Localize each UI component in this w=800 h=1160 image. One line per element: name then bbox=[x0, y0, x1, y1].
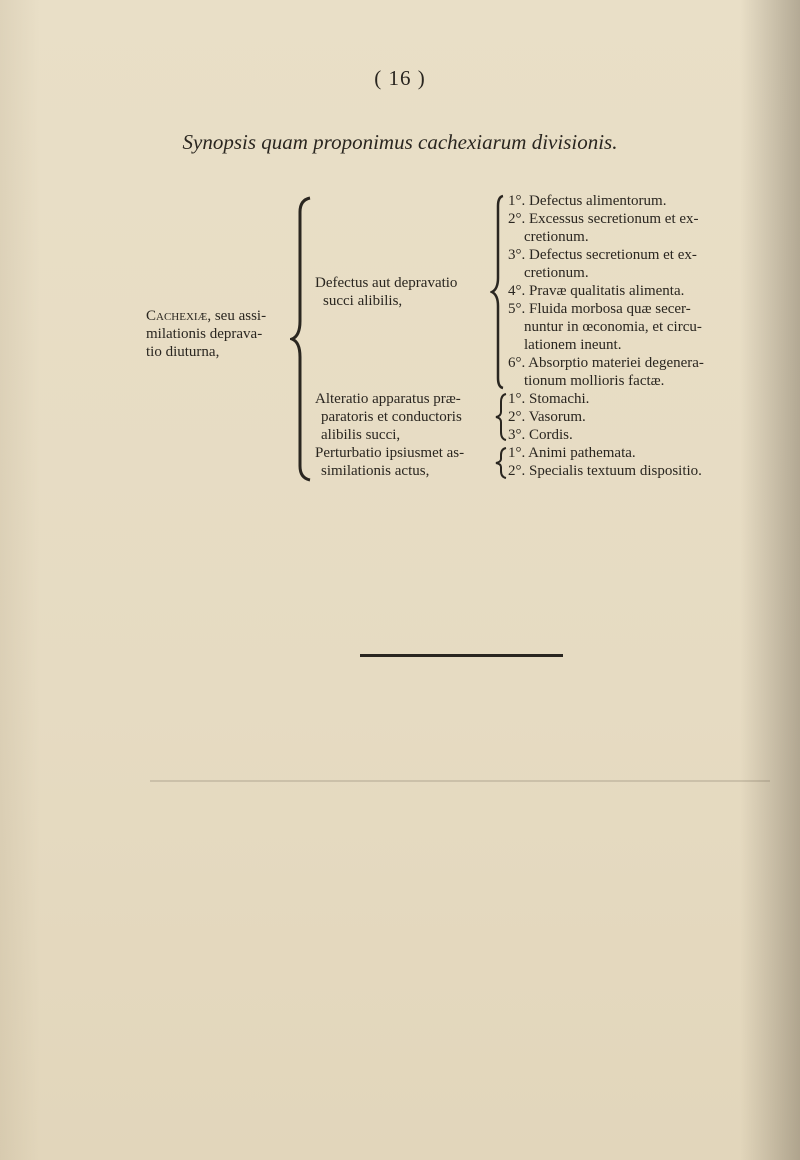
group-2-item-1: 1°. Stomachi. bbox=[508, 391, 590, 407]
group-3-label-line-1: Perturbatio ipsiusmet as- bbox=[315, 445, 465, 461]
group-2-brace bbox=[494, 392, 508, 442]
group-3-brace bbox=[494, 446, 508, 480]
group-1-item-2: 2°. Excessus secretionum et ex- bbox=[508, 211, 699, 227]
group-1-item-2-cont: cretionum. bbox=[524, 229, 589, 245]
group-2-item-2: 2°. Vasorum. bbox=[508, 409, 586, 425]
group-2-label bbox=[315, 390, 462, 444]
synopsis-title: Synopsis quam proponimus cachexiarum divisionis. bbox=[182, 130, 618, 154]
group-1-item-3-cont: cretionum. bbox=[524, 265, 589, 281]
group-2-label-line-2: paratoris et conductoris bbox=[321, 409, 462, 425]
root-term-line-2: milationis deprava- bbox=[146, 326, 263, 342]
group-1-label-line-2: succi alibilis, bbox=[323, 293, 403, 309]
root-term bbox=[146, 307, 266, 361]
group-1-item-5: 5°. Fluida morbosa quæ secer- bbox=[508, 301, 691, 317]
group-1-label bbox=[315, 274, 457, 310]
root-brace bbox=[290, 196, 316, 482]
group-3-label-line-2: similationis actus, bbox=[321, 463, 430, 479]
group-2-label-line-1: Alteratio apparatus præ- bbox=[315, 391, 461, 407]
group-3-item-2: 2°. Specialis textuum dispositio. bbox=[508, 463, 702, 479]
root-term-line-1: , seu assi- bbox=[207, 308, 267, 324]
group-2-label-line-3: alibilis succi, bbox=[321, 427, 401, 443]
group-1-item-3: 3°. Defectus secretionum et ex- bbox=[508, 247, 697, 263]
group-1-item-1: 1°. Defectus alimentorum. bbox=[508, 193, 667, 209]
group-1-brace bbox=[490, 194, 506, 390]
group-1-item-4: 4°. Pravæ qualitatis alimenta. bbox=[508, 283, 685, 299]
closing-rule bbox=[360, 654, 563, 657]
page-number: ( 16 ) bbox=[374, 66, 426, 90]
group-1-label-line-1: Defectus aut depravatio bbox=[315, 275, 458, 291]
root-term-head: Cachexiæ bbox=[146, 308, 208, 324]
group-1-item-5-cont-1: nuntur in œconomia, et circu- bbox=[524, 319, 702, 335]
show-through-rule bbox=[150, 780, 770, 782]
group-1-item-6: 6°. Absorptio materiei degenera- bbox=[508, 355, 704, 371]
group-1-item-5-cont-2: lationem ineunt. bbox=[524, 337, 622, 353]
group-2-item-3: 3°. Cordis. bbox=[508, 427, 573, 443]
root-term-line-3: tio diuturna, bbox=[146, 344, 220, 360]
group-3-label bbox=[315, 444, 464, 480]
group-1-item-6-cont: tionum mollioris factæ. bbox=[524, 373, 665, 389]
group-3-item-1: 1°. Animi pathemata. bbox=[508, 445, 636, 461]
